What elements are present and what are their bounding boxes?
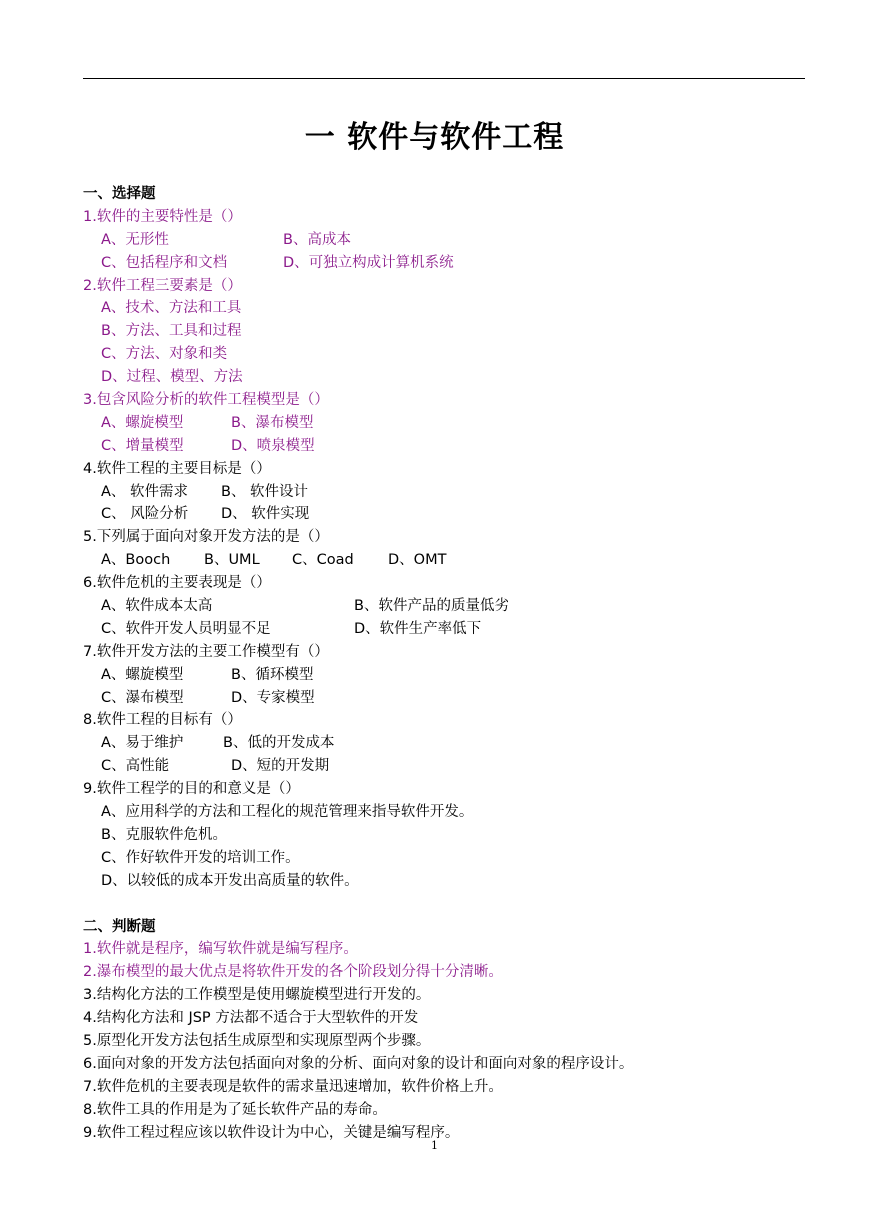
option-d: D、软件生产率低下 [354, 620, 482, 637]
question-3: 3.包含风险分析的软件工程模型是（） [83, 392, 329, 409]
question-4-options-row2 [83, 503, 805, 526]
question-8: 8.软件工程的目标有（） [83, 712, 242, 729]
header-rule [83, 78, 805, 79]
question-7-options-row1 [83, 664, 805, 687]
option-c: C、Coad [292, 552, 354, 569]
option-b: B、高成本 [283, 231, 351, 248]
option-c: C、增量模型 [101, 437, 184, 454]
option-a: A、螺旋模型 [101, 666, 184, 683]
option-d: D、OMT [388, 552, 447, 569]
section-heading-judgement: 二、判断题 [83, 918, 156, 935]
question-9: 9.软件工程学的目的和意义是（） [83, 781, 300, 798]
question-7: 7.软件开发方法的主要工作模型有（） [83, 643, 329, 660]
question-6-options-row1 [83, 595, 805, 618]
option-a: A、应用科学的方法和工程化的规范管理来指导软件开发。 [101, 804, 474, 821]
question-2: 2.软件工程三要素是（） [83, 277, 242, 294]
option-d: D、短的开发期 [231, 758, 330, 775]
judgement-item: 9.软件工程过程应该以软件设计为中心，关键是编写程序。 [83, 1124, 460, 1141]
judgement-item: 7.软件危机的主要表现是软件的需求量迅速增加，软件价格上升。 [83, 1078, 503, 1095]
question-3-options-row2 [83, 435, 805, 458]
question-1-options-row2 [83, 252, 805, 275]
page-title: 一 软件与软件工程 [304, 120, 565, 155]
judgement-item: 3.结构化方法的工作模型是使用螺旋模型进行开发的。 [83, 987, 431, 1004]
option-b: B、方法、工具和过程 [101, 323, 242, 340]
option-d: D、过程、模型、方法 [101, 369, 243, 386]
option-c: C、包括程序和文档 [101, 254, 228, 271]
option-c: C、作好软件开发的培训工作。 [101, 849, 300, 866]
judgement-item: 1.软件就是程序，编写软件就是编写程序。 [83, 941, 358, 958]
option-a: A、螺旋模型 [101, 414, 184, 431]
option-b: B、克服软件危机。 [101, 826, 227, 843]
question-5-options [83, 549, 805, 572]
option-a: A、技术、方法和工具 [101, 300, 242, 317]
judgement-item: 6.面向对象的开发方法包括面向对象的分析、面向对象的设计和面向对象的程序设计。 [83, 1055, 634, 1072]
question-4: 4.软件工程的主要目标是（） [83, 460, 271, 477]
question-1: 1.软件的主要特性是（） [83, 208, 242, 225]
section-spacer [83, 893, 805, 916]
page-number: 1 [431, 1139, 438, 1152]
option-a: A、易于维护 [101, 735, 184, 752]
question-5: 5.下列属于面向对象开发方法的是（） [83, 529, 329, 546]
option-b: B、软件产品的质量低劣 [354, 598, 509, 615]
question-3-options-row1 [83, 412, 805, 435]
option-d: D、专家模型 [231, 689, 315, 706]
option-b: B、循环模型 [231, 666, 314, 683]
judgement-item: 4.结构化方法和 JSP 方法都不适合于大型软件的开发 [83, 1010, 419, 1027]
document-body [83, 183, 805, 1144]
option-c: C、 风险分析 [101, 506, 189, 523]
option-b: B、低的开发成本 [223, 735, 335, 752]
option-c: C、软件开发人员明显不足 [101, 620, 271, 637]
option-a: A、Booch [101, 552, 171, 569]
option-c: C、瀑布模型 [101, 689, 184, 706]
question-6: 6.软件危机的主要表现是（） [83, 575, 271, 592]
option-c: C、高性能 [101, 758, 170, 775]
question-1-options-row1 [83, 229, 805, 252]
option-d: D、 软件实现 [221, 506, 310, 523]
option-b: B、UML [204, 552, 260, 569]
option-b: B、 软件设计 [221, 483, 309, 500]
option-d: D、可独立构成计算机系统 [283, 254, 454, 271]
question-6-options-row2 [83, 618, 805, 641]
option-a: A、软件成本太高 [101, 598, 213, 615]
question-8-options-row2 [83, 755, 805, 778]
option-c: C、方法、对象和类 [101, 346, 228, 363]
judgement-item: 5.原型化开发方法包括生成原型和实现原型两个步骤。 [83, 1032, 431, 1049]
question-4-options-row1 [83, 481, 805, 504]
option-b: B、瀑布模型 [231, 414, 314, 431]
judgement-item: 2.瀑布模型的最大优点是将软件开发的各个阶段划分得十分清晰。 [83, 964, 503, 981]
question-8-options-row1 [83, 732, 805, 755]
option-d: D、以较低的成本开发出高质量的软件。 [101, 872, 359, 889]
judgement-item: 8.软件工具的作用是为了延长软件产品的寿命。 [83, 1101, 387, 1118]
option-a: A、无形性 [101, 231, 169, 248]
option-d: D、喷泉模型 [231, 437, 315, 454]
section-heading-choice: 一、选择题 [83, 186, 156, 202]
option-a: A、 软件需求 [101, 483, 189, 500]
question-7-options-row2 [83, 687, 805, 710]
